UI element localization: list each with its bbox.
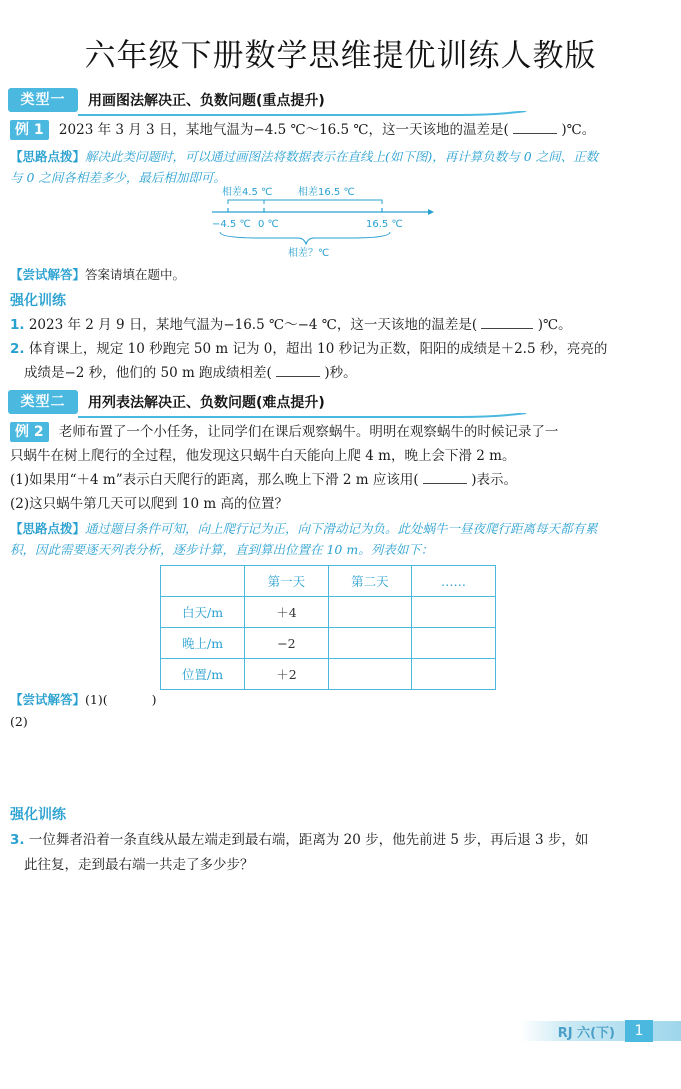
edition-label: RJ 六(下) xyxy=(557,1026,615,1041)
table-header-cell xyxy=(161,566,245,597)
example-2-sub1 xyxy=(10,468,517,488)
example-text: 2023 年 3 月 3 日，某地气温为−4.5 ℃～16.5 ℃，这一天该地的温差是( xyxy=(58,122,509,138)
example-2-sub2: (2)这只蜗牛第几天可以爬到 10 m 高的位置？ xyxy=(10,496,288,512)
row-label: 白天/m xyxy=(161,597,245,628)
question-number: 3. xyxy=(10,832,25,848)
table-cell[interactable] xyxy=(412,628,496,659)
hint-1-line1 xyxy=(10,147,598,165)
table-header-cell: 第二天 xyxy=(328,566,411,597)
section-header-2 xyxy=(8,390,528,416)
section-title: 用画图法解决正、负数问题(重点提升) xyxy=(88,93,325,109)
question-text: 2023 年 2 月 9 日，某地气温为−16.5 ℃～−4 ℃，这一天该地的温差是( xyxy=(28,317,478,333)
example-2-line2: 只蜗牛在树上爬行的全过程，他发现这只蜗牛白天能向上爬 4 m，晚上会下滑 2 m。 xyxy=(10,448,516,464)
answer-blank[interactable] xyxy=(513,133,557,134)
sub-question-text: (1)如果用“＋4 m”表示白天爬行的距离，那么晚上下滑 2 m 应该用( xyxy=(10,472,419,488)
label-bottom: 相差？℃ xyxy=(288,248,330,259)
example-tag: 例 2 xyxy=(10,422,49,442)
section-header-1 xyxy=(8,88,528,114)
table-row xyxy=(161,597,496,628)
answer-1 xyxy=(10,265,185,283)
table-header-cell: …… xyxy=(412,566,496,597)
snail-table xyxy=(160,565,496,690)
hint-2-line2 xyxy=(10,540,433,558)
answer-text: (1)( xyxy=(85,692,108,707)
hint-2-line1 xyxy=(10,519,598,537)
page-number: 1 xyxy=(625,1020,653,1042)
example-text: 老师布置了一个小任务，让同学们在课后观察蜗牛。明明在观察蜗牛的时候记录了一 xyxy=(58,424,559,440)
section-title: 用列表法解决正、负数问题(难点提升) xyxy=(88,395,325,411)
row-label: 晚上/m xyxy=(161,628,245,659)
practice-heading: 强化训练 xyxy=(10,293,66,309)
question-number: 2. xyxy=(10,341,25,357)
table-cell: −2 xyxy=(245,628,329,659)
question-text: 一位舞者沿着一条直线从最左端走到最右端，距离为 20 步，他先前进 5 步，再后退 3 步，如 xyxy=(28,832,589,848)
table-header-cell: 第一天 xyxy=(245,566,329,597)
answer-text: 答案请填在题中。 xyxy=(85,267,186,282)
answer-blank[interactable] xyxy=(423,483,467,484)
answer-blank[interactable] xyxy=(276,376,320,377)
table-row xyxy=(161,628,496,659)
sub-question-end: )表示。 xyxy=(471,472,518,488)
axis-arrow xyxy=(428,209,434,215)
example-1 xyxy=(10,118,595,140)
example-text-end: )℃。 xyxy=(561,122,596,138)
practice-heading: 强化训练 xyxy=(10,807,66,823)
answer-text-end: ) xyxy=(151,692,157,707)
page-title: 六年级下册数学思维提优训练人教版 xyxy=(84,38,597,74)
table-row xyxy=(161,659,496,690)
hint-1-line2 xyxy=(10,168,226,186)
brace-right-top xyxy=(264,200,382,204)
number-line-diagram xyxy=(200,182,440,260)
section-tag: 类型二 xyxy=(8,390,78,414)
tick-label-pos: 16.5 ℃ xyxy=(366,219,403,230)
table-cell: ＋2 xyxy=(245,659,329,690)
answer-2-line2: (2) xyxy=(10,714,28,729)
tick-label-zero: 0 ℃ xyxy=(258,219,279,230)
answer-blank[interactable] xyxy=(481,328,533,329)
table-cell[interactable] xyxy=(328,628,411,659)
section-tag: 类型一 xyxy=(8,88,78,112)
answer-label: 【尝试解答】 xyxy=(10,692,86,707)
question-1 xyxy=(10,313,572,333)
question-text: 成绩是−2 秒，他们的 50 m 跑成绩相差( xyxy=(24,365,272,381)
answer-2-line1 xyxy=(10,690,157,708)
table-cell[interactable] xyxy=(412,597,496,628)
hint-text: 与 0 之间各相差多少，最后相加即可。 xyxy=(10,170,226,185)
hint-text: 解决此类问题时，可以通过画图法将数据表示在直线上(如下图)，再计算负数与 0 之间、正数 xyxy=(85,149,599,164)
answer-label: 【尝试解答】 xyxy=(10,267,86,282)
question-3-line1 xyxy=(10,828,588,848)
table-cell: ＋4 xyxy=(245,597,329,628)
question-2-line2 xyxy=(24,361,357,381)
label-right-top: 相差16.5 ℃ xyxy=(298,187,355,198)
row-label: 位置/m xyxy=(161,659,245,690)
question-text: 体育课上，规定 10 秒跑完 50 m 记为 0，超出 10 秒记为正数，阳阳的成绩是＋2.5 秒，亮亮的 xyxy=(28,341,608,357)
hint-text: 通过题目条件可知，向上爬行记为正，向下滑动记为负。此处蜗牛一昼夜爬行距离每天都有累 xyxy=(85,521,598,536)
question-text-end: )℃。 xyxy=(537,317,572,333)
tick-label-neg: −4.5 ℃ xyxy=(212,219,251,230)
table-cell[interactable] xyxy=(328,659,411,690)
example-tag: 例 1 xyxy=(10,120,49,140)
hint-label: 【思路点拨】 xyxy=(10,521,86,536)
hint-label: 【思路点拨】 xyxy=(10,149,86,164)
label-left-top: 相差4.5 ℃ xyxy=(222,187,273,198)
question-text-end: )秒。 xyxy=(324,365,357,381)
table-header-row xyxy=(161,566,496,597)
brace-bottom xyxy=(220,232,390,244)
hint-text: 积，因此需要逐天列表分析，逐步计算，直到算出位置在 10 m。列表如下： xyxy=(10,542,434,557)
table-cell[interactable] xyxy=(412,659,496,690)
question-2-line1 xyxy=(10,337,607,357)
table-cell[interactable] xyxy=(328,597,411,628)
example-2-line1 xyxy=(10,420,558,442)
brace-left-top xyxy=(228,200,264,204)
question-number: 1. xyxy=(10,317,25,333)
question-3-line2: 此往复，走到最右端一共走了多少步？ xyxy=(24,857,254,873)
